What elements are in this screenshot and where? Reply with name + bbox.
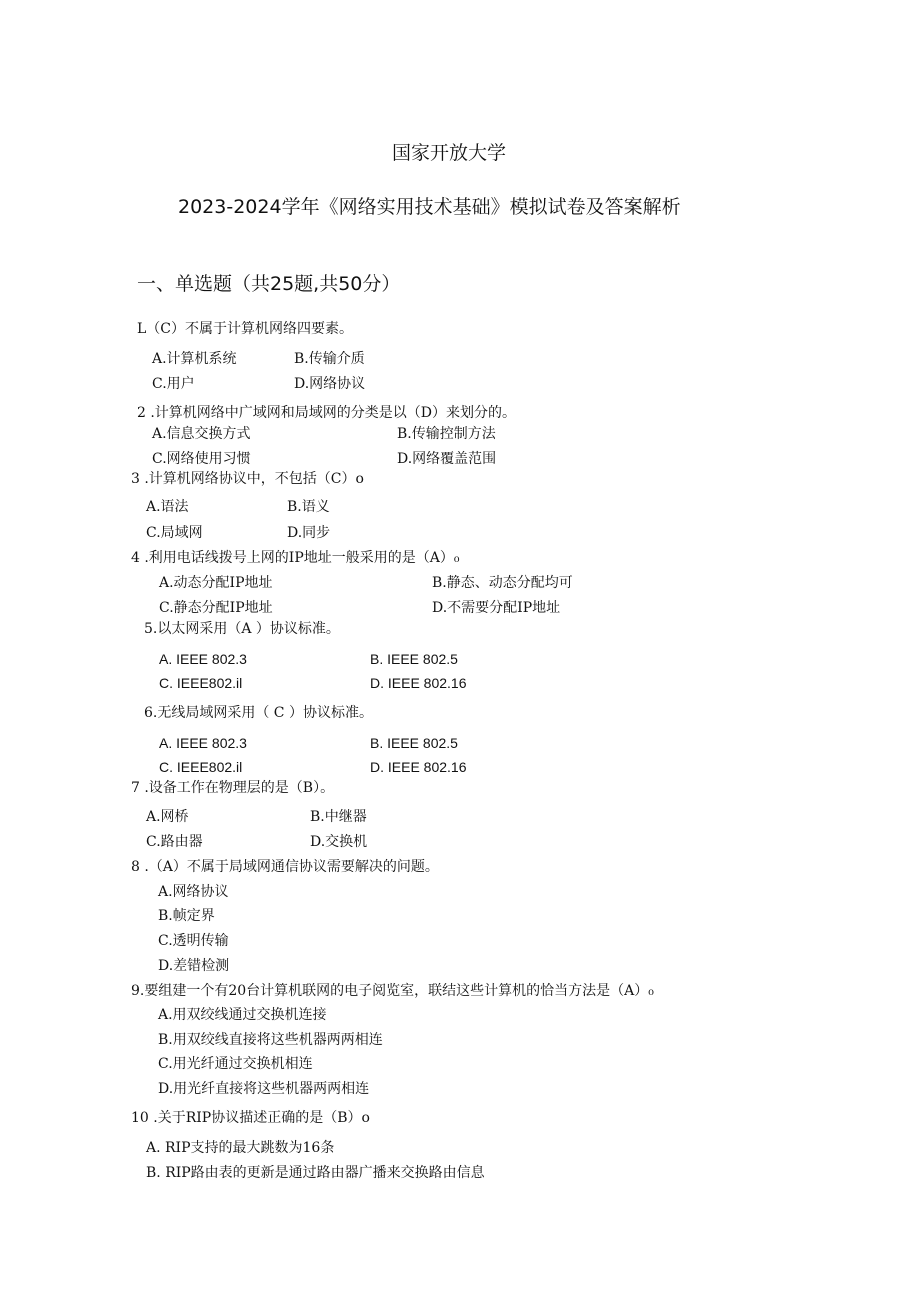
question-stem: 7 .设备工作在物理层的是（B）。 bbox=[131, 780, 335, 796]
question-stem: 6.无线局域网采用（ C ）协议标准。 bbox=[144, 705, 373, 721]
question-stem: 4 .利用电话线拨号上网的IP地址一般采用的是（A）₀ bbox=[131, 550, 460, 566]
option: B.静态、动态分配均可 bbox=[432, 575, 573, 591]
question-stem: 3 .计算机网络协议中，不包括（C）o bbox=[131, 471, 364, 487]
question-stem: 5.以太网采用（A ）协议标准。 bbox=[144, 621, 340, 637]
option: A.计算机系统 bbox=[152, 351, 237, 367]
option: C.用光纤通过交换机相连 bbox=[158, 1056, 313, 1072]
option: C.透明传输 bbox=[158, 933, 229, 949]
option: B.帧定界 bbox=[158, 908, 215, 924]
option: A.动态分配IP地址 bbox=[159, 575, 273, 591]
option: A.信息交换方式 bbox=[152, 426, 251, 442]
exam-title: 2023-2024学年《网络实用技术基础》模拟试卷及答案解析 bbox=[178, 196, 681, 218]
option: A. IEEE 802.3 bbox=[159, 735, 247, 751]
option: A. IEEE 802.3 bbox=[159, 651, 247, 667]
university-title: 国家开放大学 bbox=[392, 142, 507, 164]
option: D.用光纤直接将这些机器两两相连 bbox=[158, 1081, 370, 1097]
option: D. IEEE 802.16 bbox=[370, 675, 467, 691]
section-heading: 一、单选题（共25题,共50分） bbox=[137, 273, 401, 295]
option: C. IEEE802.il bbox=[159, 675, 243, 691]
question-stem: 8 .（A）不属于局域网通信协议需要解决的问题。 bbox=[131, 859, 439, 875]
option: B. RIP路由表的更新是通过路由器广播来交换路由信息 bbox=[146, 1165, 485, 1181]
option: A.用双绞线通过交换机连接 bbox=[158, 1007, 327, 1023]
option: D.同步 bbox=[287, 525, 331, 541]
option: C.静态分配IP地址 bbox=[159, 600, 273, 616]
option: B.语义 bbox=[287, 499, 330, 515]
option: B. IEEE 802.5 bbox=[370, 735, 458, 751]
option: D.不需要分配IP地址 bbox=[432, 600, 561, 616]
option: C. IEEE802.il bbox=[159, 759, 243, 775]
option: A.语法 bbox=[146, 499, 189, 515]
question-stem: 10 .关于RIP协议描述正确的是（B）o bbox=[131, 1110, 370, 1126]
option: A.网络协议 bbox=[158, 884, 229, 900]
option: C.局域网 bbox=[146, 525, 203, 541]
option: D. IEEE 802.16 bbox=[370, 759, 467, 775]
option: B.传输介质 bbox=[294, 351, 365, 367]
question-stem: 2 .计算机网络中广域网和局域网的分类是以（D）来划分的。 bbox=[137, 405, 517, 421]
question-stem: 9.要组建一个有20台计算机联网的电子阅览室，联结这些计算机的恰当方法是（A）₀ bbox=[131, 983, 654, 999]
option: D.交换机 bbox=[310, 834, 368, 850]
option: C.用户 bbox=[152, 376, 195, 392]
option: A. RIP支持的最大跳数为16条 bbox=[146, 1140, 335, 1156]
option: B. IEEE 802.5 bbox=[370, 651, 458, 667]
option: A.网桥 bbox=[146, 809, 189, 825]
option: D.网络覆盖范围 bbox=[397, 451, 497, 467]
option: C.网络使用习惯 bbox=[152, 451, 251, 467]
question-stem: L（C）不属于计算机网络四要素。 bbox=[137, 321, 354, 337]
option: B.用双绞线直接将这些机器两两相连 bbox=[158, 1032, 383, 1048]
option: B.传输控制方法 bbox=[397, 426, 496, 442]
option: D.差错检测 bbox=[158, 958, 230, 974]
option: D.网络协议 bbox=[294, 376, 366, 392]
option: B.中继器 bbox=[310, 809, 367, 825]
option: C.路由器 bbox=[146, 834, 203, 850]
